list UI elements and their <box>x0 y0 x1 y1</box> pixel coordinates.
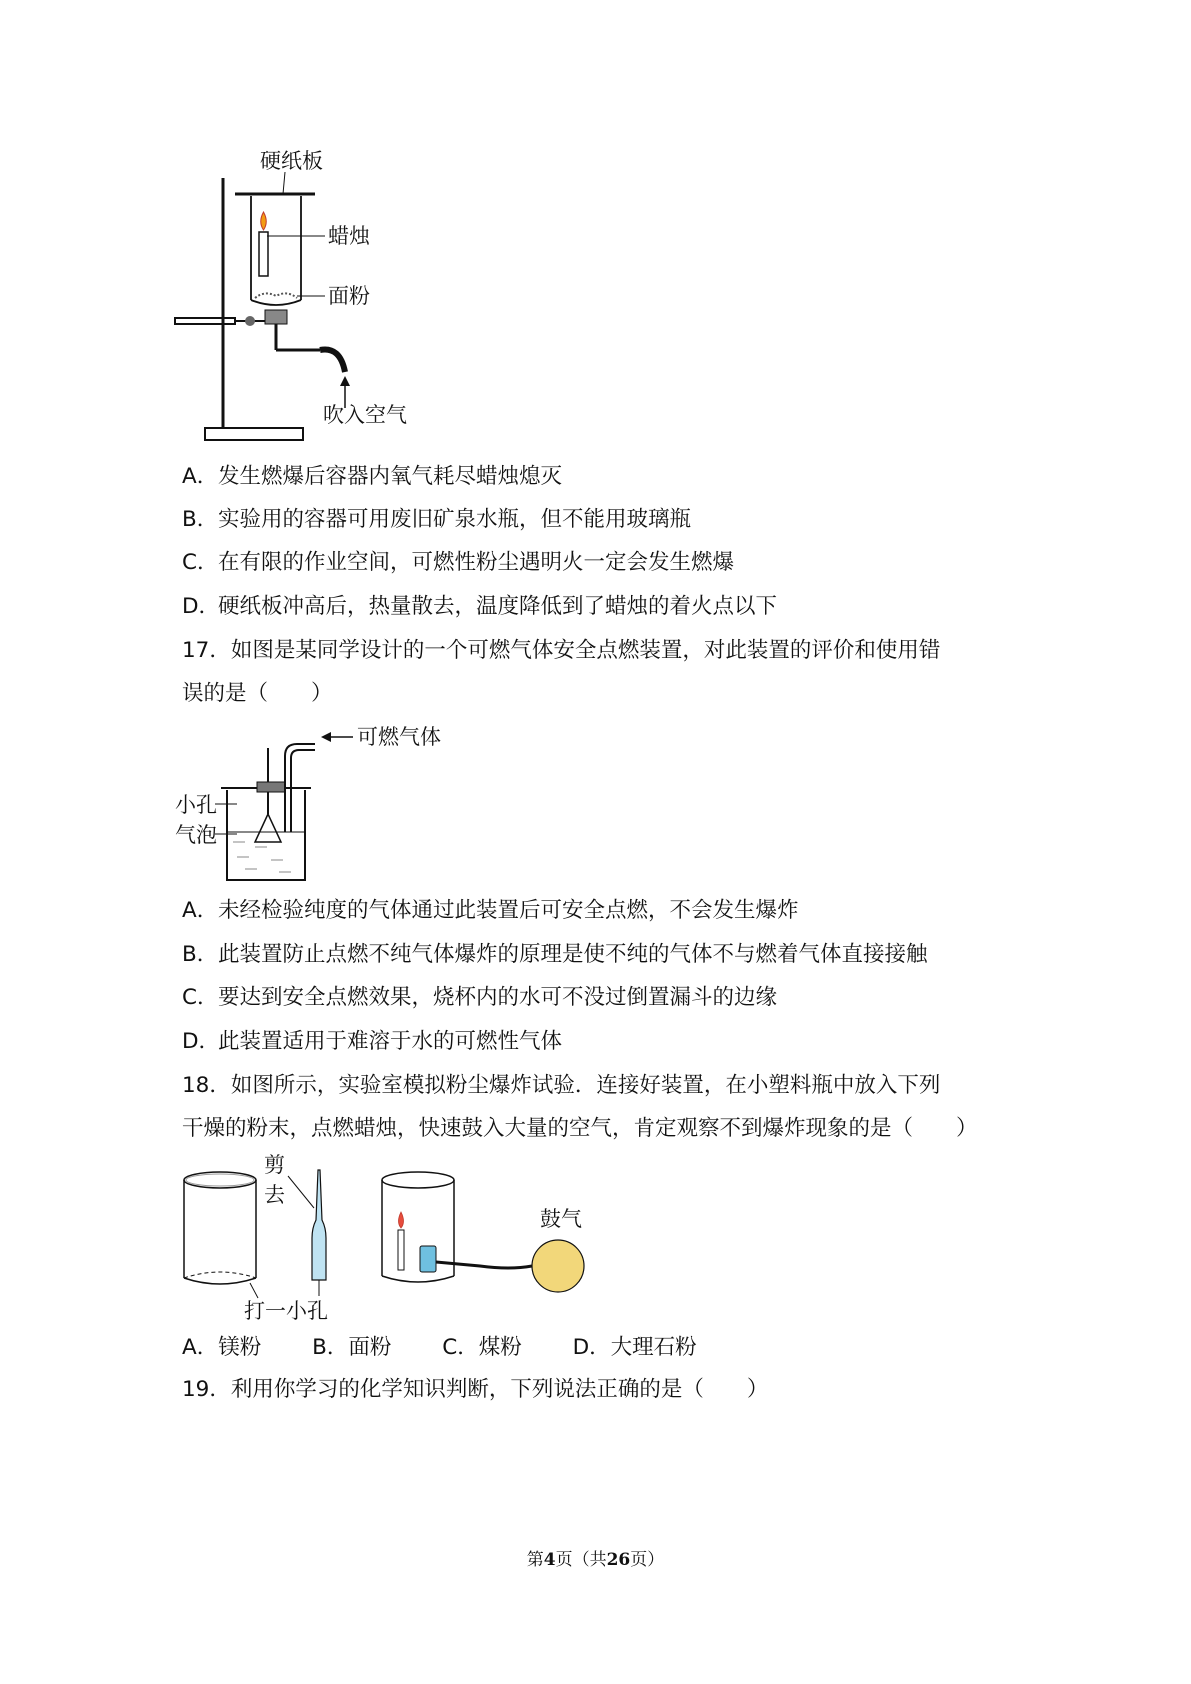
q16-option-c: C．在有限的作业空间，可燃性粉尘遇明火一定会发生燃爆 <box>182 550 735 575</box>
q16-option-a: A．发生燃爆后容器内氧气耗尽蜡烛熄灭 <box>182 464 563 489</box>
q18-stem-line2: 干燥的粉末，点燃蜡烛，快速鼓入大量的空气，肯定观察不到爆炸现象的是（ ） <box>182 1116 978 1141</box>
label-cut-1: 剪 <box>264 1153 285 1177</box>
label-candle: 蜡烛 <box>328 224 370 248</box>
q17-option-b: B．此装置防止点燃不纯气体爆炸的原理是使不纯的气体不与燃着气体直接接触 <box>182 942 928 967</box>
q19-stem-line1: 19．利用你学习的化学知识判断，下列说法正确的是（ ） <box>182 1377 769 1402</box>
q17-option-c: C．要达到安全点燃效果，烧杯内的水可不没过倒置漏斗的边缘 <box>182 985 778 1010</box>
q18-option-b: B．面粉 <box>312 1335 392 1360</box>
q17-stem-line2: 误的是（ ） <box>182 681 333 706</box>
q17-option-d: D．此装置适用于难溶于水的可燃性气体 <box>182 1029 563 1054</box>
label-punch-hole: 打一小孔 <box>244 1299 328 1323</box>
label-blow-air: 鼓气 <box>540 1207 582 1231</box>
label-blow-air: 吹入空气 <box>323 403 407 427</box>
figure-q18-apparatus <box>180 1153 640 1328</box>
q18-option-d: D．大理石粉 <box>572 1335 697 1360</box>
label-flour: 面粉 <box>328 284 370 308</box>
label-cardboard: 硬纸板 <box>260 149 323 173</box>
label-small-hole: 小孔 <box>175 793 217 817</box>
q16-option-d: D．硬纸板冲高后，热量散去，温度降低到了蜡烛的着火点以下 <box>182 594 778 619</box>
page-footer: 第4页（共26页） <box>526 1550 665 1570</box>
label-cut-2: 去 <box>264 1183 285 1207</box>
figure-q17-apparatus <box>175 722 475 892</box>
q17-stem-line1: 17．如图是某同学设计的一个可燃气体安全点燃装置，对此装置的评价和使用错 <box>182 638 941 663</box>
figure-q16-apparatus <box>175 150 435 450</box>
q18-option-a: A．镁粉 <box>182 1335 262 1360</box>
q18-stem-line1: 18．如图所示，实验室模拟粉尘爆炸试验．连接好装置，在小塑料瓶中放入下列 <box>182 1073 941 1098</box>
q16-option-b: B．实验用的容器可用废旧矿泉水瓶，但不能用玻璃瓶 <box>182 507 692 532</box>
q17-option-a: A．未经检验纯度的气体通过此装置后可安全点燃，不会发生爆炸 <box>182 898 799 923</box>
label-combustible-gas: 可燃气体 <box>357 725 441 749</box>
q18-option-c: C．煤粉 <box>442 1335 522 1360</box>
q18-options-row <box>182 1334 697 1362</box>
label-bubbles: 气泡 <box>175 823 217 847</box>
